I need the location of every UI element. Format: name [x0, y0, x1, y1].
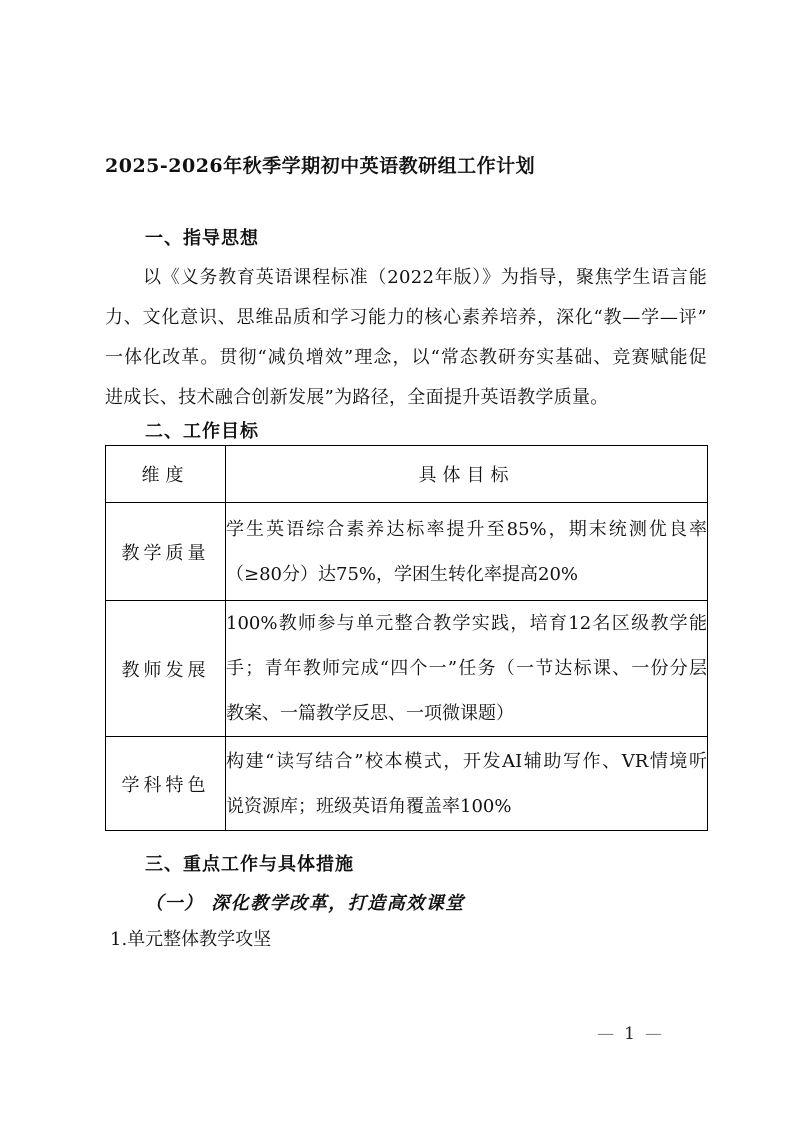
goal-cell: [226, 737, 708, 831]
table-header-goal: 具体目标: [226, 446, 708, 503]
table-header-dimension: 维度: [106, 446, 226, 503]
footer-page-number-value: 1: [624, 1024, 635, 1044]
goal-cell: [226, 503, 708, 601]
section-1-heading: 一、指导思想: [145, 228, 259, 249]
footer-dash-left: —: [597, 1024, 615, 1044]
text-line: 学生英语综合素养达标率提升至85%，期末统测优良率: [226, 518, 707, 540]
page-number: [597, 1022, 662, 1046]
dimension-cell: 教学质量: [106, 503, 226, 601]
text-line: 说资源库；班级英语角覆盖率100%: [226, 795, 512, 817]
text-line: 一体化改革。贯彻“减负增效”理念，以“常态教研夯实基础、竞赛赋能促: [105, 347, 707, 368]
section-3-item-1: 1.单元整体教学攻坚: [110, 929, 272, 950]
table-row: [106, 601, 708, 737]
text-line: 教案、一篇教学反思、一项微课题）: [226, 703, 514, 724]
section-2-heading: 二、工作目标: [145, 421, 259, 442]
section-3-heading: 三、重点工作与具体措施: [145, 854, 354, 875]
dimension-cell: 教师发展: [106, 601, 226, 737]
dimension-cell: 学科特色: [106, 737, 226, 831]
intro-paragraph: [105, 258, 707, 418]
table-row: [106, 503, 708, 601]
text-line: 构建“读写结合”校本模式，开发AI辅助写作、VR情境听: [226, 750, 707, 772]
footer-dash-right: —: [645, 1024, 662, 1044]
text-line: 以《义务教育英语课程标准（2022年版）》为指导，聚焦学生语言能: [143, 267, 707, 288]
text-line: 进成长、技术融合创新发展”为路径，全面提升英语教学质量。: [105, 387, 609, 408]
text-line: 手；青年教师完成“四个一”任务（一节达标课、一份分层: [226, 658, 707, 679]
document-title: 2025-2026年秋季学期初中英语教研组工作计划: [105, 155, 536, 177]
text-line: 力、文化意识、思维品质和学习能力的核心素养培养，深化“教—学—评”: [105, 307, 707, 328]
table-row: [106, 737, 708, 831]
text-line: （≥80分）达75%，学困生转化率提高20%: [226, 563, 579, 585]
section-3-subheading-1: （一） 深化教学改革，打造高效课堂: [145, 893, 465, 914]
text-line: 100%教师参与单元整合教学实践，培育12名区级教学能: [226, 613, 707, 634]
goal-cell: [226, 601, 708, 737]
table-header-row: [106, 446, 708, 503]
work-goals-table: [105, 445, 708, 831]
